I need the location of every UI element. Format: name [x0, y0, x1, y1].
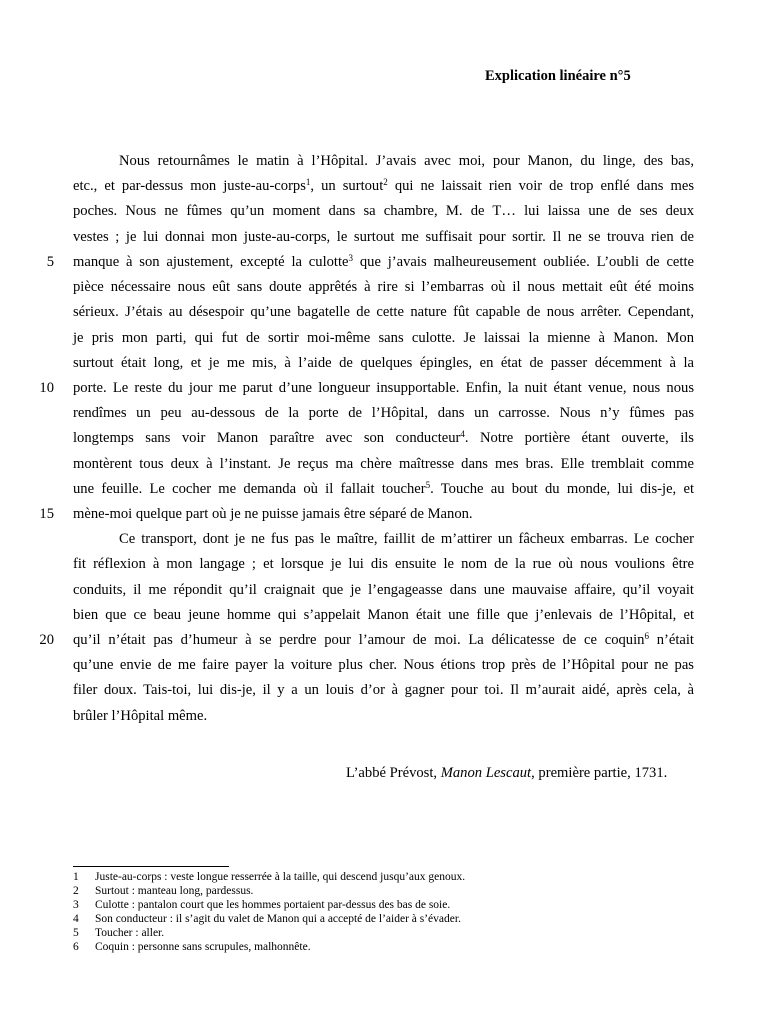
citation-author: L’abbé Prévost,	[346, 765, 441, 781]
text-line: qu’une envie de me faire payer la voiture plus cher. Nous étions trop près de l’Hôpital pour ne pas	[73, 657, 694, 673]
citation-details: , première partie, 1731.	[531, 765, 668, 781]
footnote: 5 Toucher : aller.	[73, 927, 165, 939]
text-line: je pris mon parti, qui fut de sortir moi-même sans culotte. Je laissai la mienne à Manon. Mon	[73, 330, 694, 346]
text-line: mène-moi quelque part où je ne puisse jamais être séparé de Manon.	[73, 506, 473, 522]
line-number: 10	[39, 380, 54, 396]
footnote-ref: 4	[460, 429, 465, 439]
text-line: pièce nécessaire nous eût sans doute apprêtés à rire si l’embarras où il nous mettait eût été moins	[73, 279, 694, 295]
text-line: poches. Nous ne fûmes qu’un moment dans sa chambre, M. de T… lui laissa une de ses deux	[73, 203, 694, 219]
text-line: montèrent tous deux à l’instant. Je reçus ma chère maîtresse dans mes bras. Elle tremblait comme	[73, 456, 694, 472]
text-line: vestes ; je lui donnai mon juste-au-corps, le surtout me suffisait pour sortir. Il ne se trouva rien de	[73, 229, 694, 245]
citation-work: Manon Lescaut	[440, 765, 532, 781]
line-number: 15	[39, 506, 54, 522]
footnote-separator	[73, 866, 229, 867]
text-line: longtemps sans voir Manon paraître avec son conducteur$^4$. Notre portière étant ouverte, ils	[73, 429, 694, 446]
footnote-ref: 3	[348, 253, 354, 263]
text-line: conduits, il me répondit qu’il craignait que je l’engageasse dans une mauvaise affaire, qu’il voyait	[73, 582, 694, 598]
footnote: 1 Juste-au-corps : veste longue resserrée à la taille, qui descend jusqu’aux genoux.	[73, 871, 466, 883]
footnote: 2 Surtout : manteau long, pardessus.	[73, 885, 254, 897]
footnote-ref: 5	[425, 480, 431, 490]
text-line: brûler l’Hôpital même.	[73, 708, 208, 724]
text-line: fit réflexion à mon langage ; et lorsque je lui dis ensuite le nom de la rue où nous voulions être	[73, 556, 694, 572]
text-line: manque à son ajustement, excepté la culotte$^3$ que j’avais malheureusement oubliée. L’oubli de cette	[73, 253, 694, 270]
footnote-ref: 6	[644, 631, 649, 641]
line-number: 20	[39, 632, 54, 648]
text-line: filer doux. Tais-toi, lui dis-je, il y a un louis d’or à gagner pour toi. Il m’aurait aidé, après cela, à	[73, 682, 694, 698]
footnote: 6 Coquin : personne sans scrupules, malhonnête.	[73, 941, 311, 953]
text-line: Nous retournâmes le matin à l’Hôpital. J’avais avec moi, pour Manon, du linge, des bas,	[119, 153, 694, 169]
text-line: surtout était long, et je me mis, à l’aide de quelques épingles, en état de passer décemment à la	[73, 355, 694, 371]
footnote: 4 Son conducteur : il s’agit du valet de Manon qui a accepté de l’aider à s’évader.	[73, 913, 461, 925]
text-line: sérieux. J’étais au désespoir qu’une bagatelle de cette nature fût capable de nous arrêter. Cependant,	[73, 304, 694, 320]
footnote-ref: 2	[383, 177, 388, 187]
page-title: Explication linéaire n°5	[485, 68, 631, 84]
text-line: Ce transport, dont je ne fus pas le maître, faillit de m’attirer un fâcheux embarras. Le cocher	[119, 531, 694, 547]
text-line: bien que ce beau jeune homme qui s’appelait Manon était une fille que j’enlevais de l’Hôpital, et	[73, 607, 694, 623]
footnote: 3 Culotte : pantalon court que les hommes portaient par-dessus des bas de soie.	[73, 899, 451, 911]
text-line: une feuille. Le cocher me demanda où il fallait toucher$^5$. Touche au bout du monde, lui dis-je, et	[73, 480, 694, 497]
text-line: etc., et par-dessus mon juste-au-corps$^1$, un surtout$^2$ qui ne laissait rien voir de trop enflé dans mes	[73, 177, 695, 194]
text-line: rendîmes un peu au-dessous de la porte de l’Hôpital, dans un carrosse. Nous n’y fûmes pas	[73, 405, 694, 421]
line-number: 5	[46, 254, 54, 270]
text-line: qu’il n’était pas d’humeur à se perdre pour l’amour de moi. La délicatesse de ce coquin$^6$ n’était	[73, 631, 694, 648]
source-citation	[346, 765, 667, 782]
text-line: porte. Le reste du jour me parut d’une longueur insupportable. Enfin, la nuit étant venue, nous nous	[73, 380, 694, 396]
footnote-ref: 1	[305, 177, 311, 187]
